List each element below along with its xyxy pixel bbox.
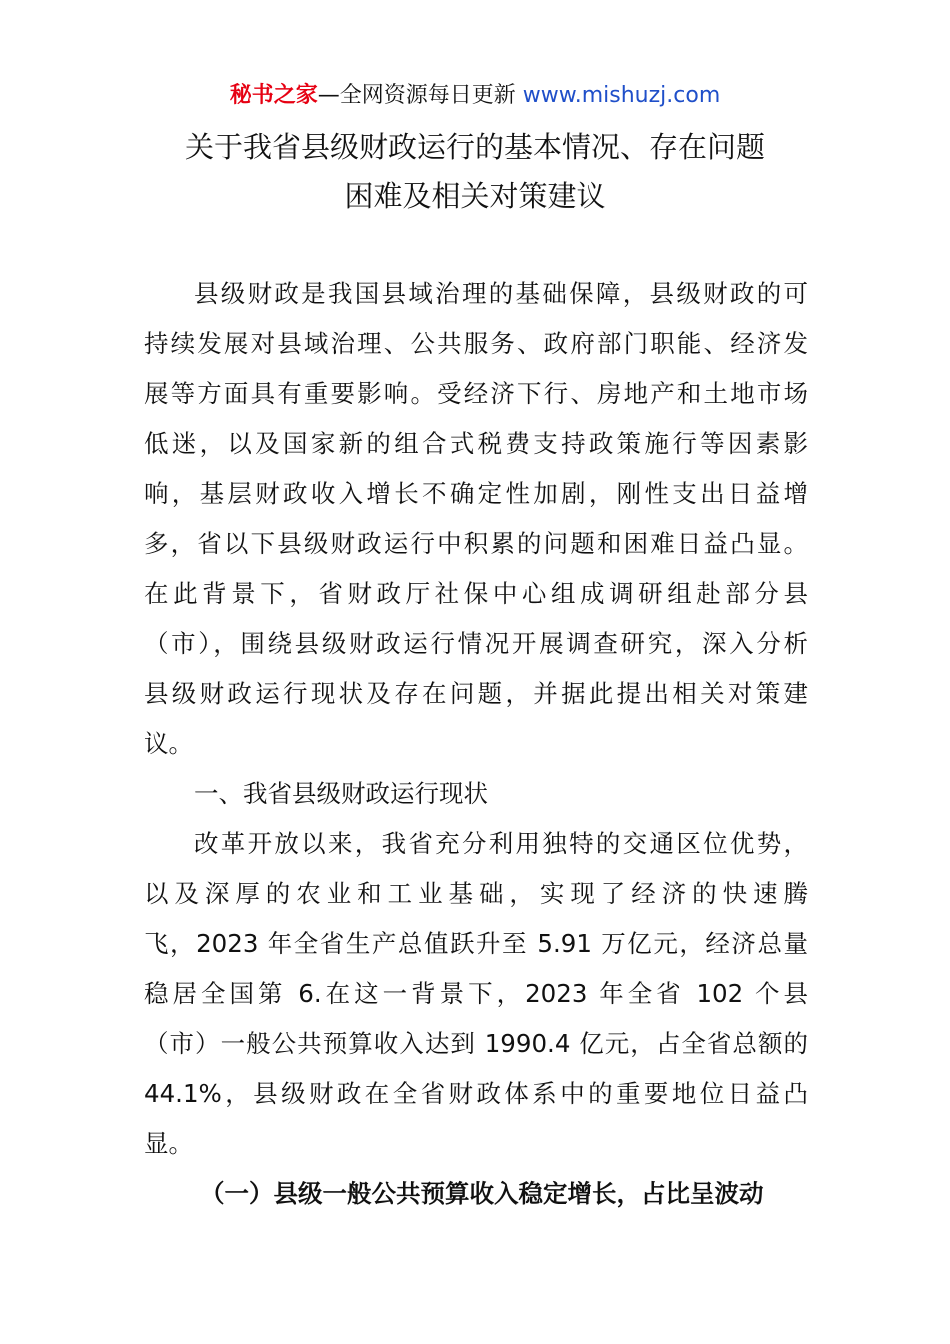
paragraph-line: 展等方面具有重要影响。受经济下行、房地产和土地市场 xyxy=(144,379,808,408)
paragraph-line: 稳居全国第 6.在这一背景下，2023 年全省 102 个县 xyxy=(144,979,808,1008)
paragraph-line: 县级财政运行现状及存在问题，并据此提出相关对策建 xyxy=(144,679,808,708)
document-title-line-2: 困难及相关对策建议 xyxy=(344,179,606,213)
paragraph-line: 议。 xyxy=(144,729,193,758)
paragraph-line: 多，省以下县级财政运行中积累的问题和困难日益凸显。 xyxy=(144,529,808,558)
document-title-line-1: 关于我省县级财政运行的基本情况、存在问题 xyxy=(184,130,765,164)
paragraph-line: 以及深厚的农业和工业基础，实现了经济的快速腾 xyxy=(144,879,808,908)
subsection-heading: （一）县级一般公共预算收入稳定增长，占比呈波动 xyxy=(200,1179,764,1208)
paragraph-line: 响，基层财政收入增长不确定性加剧，刚性支出日益增 xyxy=(144,479,808,508)
site-url-link[interactable]: www.mishuzj.com xyxy=(522,83,721,108)
paragraph-line: 44.1%，县级财政在全省财政体系中的重要地位日益凸 xyxy=(144,1079,808,1108)
paragraph-line: 显。 xyxy=(144,1129,193,1158)
paragraph-line: 县级财政是我国县域治理的基础保障，县级财政的可 xyxy=(194,279,808,308)
paragraph-line: （市），围绕县级财政运行情况开展调查研究，深入分析 xyxy=(144,629,808,658)
section-heading: 一、我省县级财政运行现状 xyxy=(194,779,488,808)
paragraph-line: 飞，2023 年全省生产总值跃升至 5.91 万亿元，经济总量 xyxy=(144,929,808,958)
paragraph-line: （市）一般公共预算收入达到 1990.4 亿元，占全省总额的 xyxy=(144,1029,808,1058)
site-tagline: —全网资源每日更新 xyxy=(317,83,523,108)
site-header xyxy=(0,80,950,112)
paragraph-line: 在此背景下，省财政厅社保中心组成调研组赴部分县 xyxy=(144,579,808,608)
site-brand: 秘书之家 xyxy=(229,83,318,108)
paragraph-line: 持续发展对县域治理、公共服务、政府部门职能、经济发 xyxy=(144,329,808,358)
paragraph-line: 低迷，以及国家新的组合式税费支持政策施行等因素影 xyxy=(144,429,808,458)
paragraph-line: 改革开放以来，我省充分利用独特的交通区位优势， xyxy=(194,829,808,858)
